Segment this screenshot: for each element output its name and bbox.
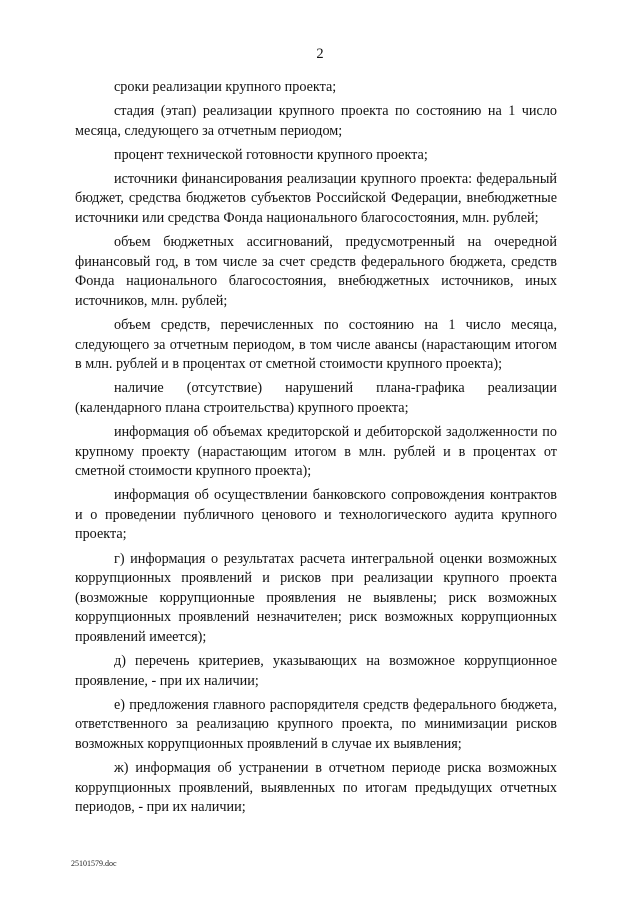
paragraph-6: объем средств, перечисленных по состоянию на 1 число месяца, следующего за отчетным периодом, в том числе авансы (нарастающим итогом в млн. рублей и в процентах от сметной стоимости крупного проекта); [75,317,557,373]
paragraph-5: объем бюджетных ассигнований, предусмотренный на очередной финансовый год, в том числе за счет средств федерального бюджета, средств Фонда национального благосостояния, внебюджетных источников, иных источников, млн. рублей; [75,234,557,309]
paragraph-10: г) информация о результатах расчета интегральной оценки возможных коррупционных проявлений и рисков при реализации крупного проекта (возможные коррупционные проявления не выявлены; риск возможных коррупционных проявлений незначителен; риск возможных коррупционных проявлений имеется); [75,550,557,645]
paragraph-13: ж) информация об устранении в отчетном периоде риска возможных коррупционных проявлений, выявленных по итогам предыдущих отчетных периодов, - при их наличии; [75,760,557,816]
page-number: 2 [316,46,324,62]
paragraph-1: сроки реализации крупного проекта; [114,79,337,95]
paragraph-3: процент технической готовности крупного проекта; [114,146,428,163]
document-body [75,78,557,822]
footer-filename: 25101579.doc [71,859,117,868]
paragraph-7: наличие (отсутствие) нарушений плана-графика реализации (календарного плана строительства) крупного проекта; [75,380,557,416]
paragraph-8: информация об объемах кредиторской и дебиторской задолженности по крупному проекту (нарастающим итогом в млн. рублей и в процентах от сметной стоимости крупного проекта); [75,424,557,480]
paragraph-9: информация об осуществлении банковского сопровождения контрактов и о проведении публичного ценового и технологического аудита крупного проекта; [75,487,557,543]
paragraph-12: е) предложения главного распорядителя средств федерального бюджета, ответственного за реализацию крупного проекта, по минимизации рисков возможных коррупционных проявлений в случае их выявления; [75,696,557,752]
paragraph-2: стадия (этап) реализации крупного проекта по состоянию на 1 число месяца, следующего за отчетным периодом; [75,103,557,139]
paragraph-11: д) перечень критериев, указывающих на возможное коррупционное проявление, - при их наличии; [75,653,557,689]
paragraph-4: источники финансирования реализации крупного проекта: федеральный бюджет, средства бюджетов субъектов Российской Федерации, внебюджетные источники или средства Фонда национального благосостояния, млн. рублей; [75,170,557,227]
